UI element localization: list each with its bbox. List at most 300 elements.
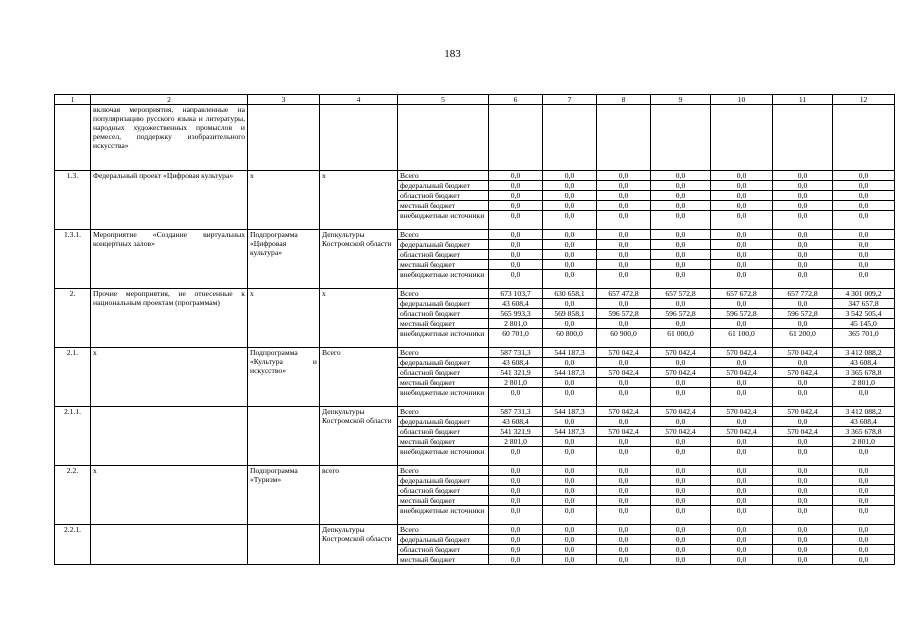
amount-cell: 570 042,4 — [597, 427, 651, 437]
row-number: 2.1. — [55, 348, 91, 407]
funding-source: местный бюджет — [398, 555, 489, 565]
amount-cell: 0,0 — [651, 466, 711, 476]
amount-cell: 570 042,4 — [597, 368, 651, 378]
amount-cell: 596 572,8 — [651, 309, 711, 319]
amount-cell: 0,0 — [543, 417, 597, 427]
funding-source: областной бюджет — [398, 427, 489, 437]
amount-cell: 570 042,4 — [597, 348, 651, 358]
amount-cell: 0,0 — [773, 506, 833, 525]
amount-cell: 0,0 — [543, 201, 597, 211]
amount-cell: 0,0 — [597, 466, 651, 476]
amount-cell: 570 042,4 — [597, 407, 651, 417]
amount-cell: 0,0 — [489, 545, 543, 555]
amount-cell: 0,0 — [597, 319, 651, 329]
amount-cell: 0,0 — [651, 486, 711, 496]
amount-cell: 0,0 — [711, 525, 773, 535]
measure-description — [91, 407, 248, 466]
amount-cell: 0,0 — [833, 506, 895, 525]
amount-cell: 0,0 — [543, 240, 597, 250]
funding-source: федеральный бюджет — [398, 240, 489, 250]
amount-cell: 0,0 — [833, 171, 895, 181]
amount-cell: 2 801,0 — [489, 437, 543, 447]
amount-cell: 0,0 — [833, 545, 895, 555]
funding-source: Всего — [398, 466, 489, 476]
amount-cell: 0,0 — [597, 476, 651, 486]
program-cell: Подпрограмма «Культура и искусство» — [248, 348, 320, 407]
amount-cell: 0,0 — [597, 201, 651, 211]
amount-cell: 570 042,4 — [651, 348, 711, 358]
amount-cell: 565 993,3 — [489, 309, 543, 319]
header-cell: 10 — [711, 95, 773, 105]
amount-cell: 0,0 — [773, 378, 833, 388]
amount-cell: 0,0 — [773, 181, 833, 191]
amount-cell: 0,0 — [773, 417, 833, 427]
amount-cell: 0,0 — [597, 506, 651, 525]
amount-cell: 657 672,8 — [711, 289, 773, 299]
amount-cell: 0,0 — [773, 525, 833, 535]
amount-cell: 3 542 505,4 — [833, 309, 895, 319]
amount-cell: 0,0 — [543, 270, 597, 289]
amount-cell: 544 187,3 — [543, 368, 597, 378]
amount-cell: 0,0 — [543, 486, 597, 496]
amount-cell: 0,0 — [711, 260, 773, 270]
table-row — [55, 289, 895, 299]
table-body — [55, 95, 895, 565]
amount-cell: 61 000,0 — [651, 329, 711, 348]
amount-cell: 0,0 — [773, 250, 833, 260]
amount-cell: 0,0 — [651, 496, 711, 506]
amount-cell: 0,0 — [833, 525, 895, 535]
amount-cell: 0,0 — [773, 358, 833, 368]
header-cell: 3 — [248, 95, 320, 105]
header-cell: 6 — [489, 95, 543, 105]
amount-cell: 657 572,8 — [651, 289, 711, 299]
amount-cell: 0,0 — [833, 201, 895, 211]
amount-cell: 0,0 — [773, 319, 833, 329]
amount-cell: 0,0 — [651, 545, 711, 555]
funding-source: Всего — [398, 348, 489, 358]
measure-description: Федеральный проект «Цифровая культура» — [91, 171, 248, 230]
amount-cell: 570 042,4 — [651, 368, 711, 378]
funding-source: внебюджетные источники — [398, 211, 489, 230]
amount-cell: 0,0 — [489, 388, 543, 407]
amount-cell: 0,0 — [489, 525, 543, 535]
amount-cell: 0,0 — [651, 270, 711, 289]
amount-cell: 0,0 — [597, 191, 651, 201]
amount-cell: 0,0 — [651, 181, 711, 191]
table-row — [55, 407, 895, 417]
measure-description: Прочие мероприятия, не отнесенные к национальным проектам (программам) — [91, 289, 248, 348]
amount-cell: 0,0 — [543, 437, 597, 447]
amount-cell: 3 412 088,2 — [833, 407, 895, 417]
amount-cell: 0,0 — [597, 555, 651, 565]
funding-source: Всего — [398, 289, 489, 299]
amount-cell: 0,0 — [651, 378, 711, 388]
amount-cell: 0,0 — [543, 299, 597, 309]
amount-cell: 61 100,0 — [711, 329, 773, 348]
measure-description: х — [91, 466, 248, 525]
amount-cell: 0,0 — [711, 535, 773, 545]
amount-cell: 0,0 — [833, 486, 895, 496]
empty-cell — [651, 105, 711, 171]
amount-cell: 0,0 — [711, 417, 773, 427]
amount-cell: 0,0 — [711, 250, 773, 260]
amount-cell: 0,0 — [543, 506, 597, 525]
amount-cell: 0,0 — [833, 496, 895, 506]
amount-cell: 0,0 — [543, 555, 597, 565]
funding-source: Всего — [398, 525, 489, 535]
funding-source: местный бюджет — [398, 260, 489, 270]
amount-cell: 0,0 — [833, 260, 895, 270]
amount-cell: 0,0 — [597, 545, 651, 555]
amount-cell: 596 572,8 — [773, 309, 833, 319]
funding-source: внебюджетные источники — [398, 329, 489, 348]
amount-cell: 0,0 — [597, 378, 651, 388]
amount-cell: 0,0 — [711, 299, 773, 309]
amount-cell: 0,0 — [833, 388, 895, 407]
row-number: 2.2. — [55, 466, 91, 525]
amount-cell: 0,0 — [711, 545, 773, 555]
amount-cell: 0,0 — [711, 496, 773, 506]
amount-cell: 0,0 — [773, 545, 833, 555]
empty-cell — [320, 105, 398, 171]
amount-cell: 0,0 — [711, 437, 773, 447]
amount-cell: 0,0 — [651, 525, 711, 535]
amount-cell: 0,0 — [489, 211, 543, 230]
amount-cell: 0,0 — [773, 171, 833, 181]
amount-cell: 0,0 — [489, 191, 543, 201]
amount-cell: 0,0 — [489, 555, 543, 565]
funding-source: областной бюджет — [398, 250, 489, 260]
amount-cell: 0,0 — [489, 496, 543, 506]
empty-cell — [489, 105, 543, 171]
amount-cell: 0,0 — [597, 447, 651, 466]
table-row — [55, 171, 895, 181]
amount-cell: 0,0 — [489, 201, 543, 211]
amount-cell: 0,0 — [833, 535, 895, 545]
amount-cell: 0,0 — [651, 211, 711, 230]
amount-cell: 544 187,3 — [543, 348, 597, 358]
amount-cell: 0,0 — [773, 486, 833, 496]
amount-cell: 544 187,3 — [543, 407, 597, 417]
amount-cell: 0,0 — [651, 506, 711, 525]
header-cell: 1 — [55, 95, 91, 105]
table-row — [55, 525, 895, 535]
amount-cell: 0,0 — [711, 270, 773, 289]
amount-cell: 0,0 — [543, 358, 597, 368]
amount-cell: 0,0 — [711, 358, 773, 368]
amount-cell: 0,0 — [543, 535, 597, 545]
amount-cell: 0,0 — [543, 191, 597, 201]
amount-cell: 0,0 — [597, 388, 651, 407]
amount-cell: 0,0 — [833, 466, 895, 476]
amount-cell: 0,0 — [711, 388, 773, 407]
amount-cell: 61 200,0 — [773, 329, 833, 348]
amount-cell: 0,0 — [711, 181, 773, 191]
header-cell: 11 — [773, 95, 833, 105]
amount-cell: 0,0 — [543, 171, 597, 181]
amount-cell: 570 042,4 — [773, 407, 833, 417]
amount-cell: 596 572,8 — [597, 309, 651, 319]
executor-cell: Всего — [320, 348, 398, 407]
row-number: 2.1.1. — [55, 407, 91, 466]
amount-cell: 0,0 — [773, 447, 833, 466]
executor-cell: всего — [320, 466, 398, 525]
amount-cell: 0,0 — [773, 437, 833, 447]
amount-cell: 570 042,4 — [711, 407, 773, 417]
amount-cell: 570 042,4 — [651, 427, 711, 437]
amount-cell: 0,0 — [543, 388, 597, 407]
amount-cell: 3 365 678,8 — [833, 368, 895, 378]
amount-cell: 0,0 — [651, 535, 711, 545]
amount-cell: 0,0 — [597, 270, 651, 289]
amount-cell: 0,0 — [489, 171, 543, 181]
amount-cell: 0,0 — [833, 270, 895, 289]
amount-cell: 0,0 — [597, 437, 651, 447]
amount-cell: 0,0 — [651, 230, 711, 240]
amount-cell: 0,0 — [711, 378, 773, 388]
measure-description: Мероприятие «Создание виртуальных концертных залов» — [91, 230, 248, 289]
amount-cell: 0,0 — [711, 191, 773, 201]
program-cell: х — [248, 171, 320, 230]
amount-cell: 0,0 — [543, 496, 597, 506]
amount-cell: 0,0 — [489, 506, 543, 525]
amount-cell: 0,0 — [711, 211, 773, 230]
amount-cell: 0,0 — [651, 476, 711, 486]
amount-cell: 0,0 — [543, 476, 597, 486]
amount-cell: 0,0 — [543, 525, 597, 535]
page-number: 183 — [444, 48, 461, 60]
amount-cell: 0,0 — [597, 260, 651, 270]
funding-source: областной бюджет — [398, 309, 489, 319]
header-cell: 12 — [833, 95, 895, 105]
amount-cell: 3 412 088,2 — [833, 348, 895, 358]
amount-cell: 0,0 — [773, 240, 833, 250]
program-cell: х — [248, 289, 320, 348]
amount-cell: 2 801,0 — [489, 319, 543, 329]
amount-cell: 0,0 — [833, 240, 895, 250]
header-cell: 4 — [320, 95, 398, 105]
amount-cell: 0,0 — [543, 466, 597, 476]
empty-cell — [248, 105, 320, 171]
amount-cell: 60 800,0 — [543, 329, 597, 348]
amount-cell: 0,0 — [651, 358, 711, 368]
amount-cell: 541 321,9 — [489, 427, 543, 437]
amount-cell: 0,0 — [489, 447, 543, 466]
amount-cell: 0,0 — [489, 476, 543, 486]
amount-cell: 570 042,4 — [711, 427, 773, 437]
amount-cell: 45 145,0 — [833, 319, 895, 329]
amount-cell: 0,0 — [597, 211, 651, 230]
amount-cell: 0,0 — [711, 447, 773, 466]
amount-cell: 0,0 — [833, 250, 895, 260]
amount-cell: 0,0 — [651, 171, 711, 181]
amount-cell: 0,0 — [651, 240, 711, 250]
amount-cell: 347 657,8 — [833, 299, 895, 309]
amount-cell: 0,0 — [773, 299, 833, 309]
program-cell — [248, 525, 320, 565]
amount-cell: 673 103,7 — [489, 289, 543, 299]
amount-cell: 0,0 — [651, 447, 711, 466]
amount-cell: 0,0 — [711, 476, 773, 486]
amount-cell: 0,0 — [773, 260, 833, 270]
executor-cell: Депкультуры Костромской области — [320, 230, 398, 289]
amount-cell: 0,0 — [597, 240, 651, 250]
amount-cell: 0,0 — [651, 191, 711, 201]
empty-cell — [773, 105, 833, 171]
amount-cell: 0,0 — [489, 250, 543, 260]
amount-cell: 0,0 — [651, 250, 711, 260]
amount-cell: 0,0 — [711, 506, 773, 525]
amount-cell: 3 365 678,8 — [833, 427, 895, 437]
continuation-description: включая мероприятия, направленные на популяризацию русского языка и литературы, народных художественных промыслов и ремесел, поддержку изобразительного искусства» — [91, 105, 248, 171]
amount-cell: 43 608,4 — [489, 358, 543, 368]
header-cell: 8 — [597, 95, 651, 105]
amount-cell: 0,0 — [833, 447, 895, 466]
amount-cell: 0,0 — [597, 230, 651, 240]
amount-cell: 0,0 — [489, 466, 543, 476]
amount-cell: 0,0 — [651, 555, 711, 565]
amount-cell: 0,0 — [597, 486, 651, 496]
amount-cell: 0,0 — [543, 181, 597, 191]
amount-cell: 0,0 — [711, 230, 773, 240]
funding-source: областной бюджет — [398, 545, 489, 555]
amount-cell: 43 608,4 — [833, 358, 895, 368]
funding-source: Всего — [398, 407, 489, 417]
amount-cell: 0,0 — [597, 181, 651, 191]
funding-source: федеральный бюджет — [398, 181, 489, 191]
amount-cell: 2 801,0 — [833, 378, 895, 388]
amount-cell: 0,0 — [543, 211, 597, 230]
amount-cell: 0,0 — [773, 476, 833, 486]
amount-cell: 0,0 — [597, 535, 651, 545]
amount-cell: 0,0 — [543, 319, 597, 329]
row-number: 1.3. — [55, 171, 91, 230]
amount-cell: 0,0 — [651, 299, 711, 309]
amount-cell: 0,0 — [773, 211, 833, 230]
amount-cell: 587 731,3 — [489, 407, 543, 417]
funding-source: внебюджетные источники — [398, 506, 489, 525]
amount-cell: 43 608,4 — [489, 299, 543, 309]
program-cell: Подпрограмма «Цифровая культура» — [248, 230, 320, 289]
table-row — [55, 348, 895, 358]
amount-cell: 0,0 — [543, 260, 597, 270]
amount-cell: 0,0 — [489, 230, 543, 240]
amount-cell: 0,0 — [489, 260, 543, 270]
program-cell: Подпрограмма «Туризм» — [248, 466, 320, 525]
amount-cell: 587 731,3 — [489, 348, 543, 358]
amount-cell: 0,0 — [711, 319, 773, 329]
row-number: 1.3.1. — [55, 230, 91, 289]
budget-table — [54, 94, 895, 565]
amount-cell: 570 042,4 — [711, 368, 773, 378]
funding-source: федеральный бюджет — [398, 299, 489, 309]
amount-cell: 0,0 — [711, 466, 773, 476]
funding-source: областной бюджет — [398, 191, 489, 201]
amount-cell: 0,0 — [489, 535, 543, 545]
continuation-row — [55, 105, 895, 171]
amount-cell: 570 042,4 — [651, 407, 711, 417]
executor-cell: х — [320, 171, 398, 230]
amount-cell: 0,0 — [773, 201, 833, 211]
funding-source: местный бюджет — [398, 437, 489, 447]
amount-cell: 0,0 — [597, 250, 651, 260]
amount-cell: 0,0 — [651, 388, 711, 407]
amount-cell: 0,0 — [489, 181, 543, 191]
funding-source: федеральный бюджет — [398, 476, 489, 486]
funding-source: местный бюджет — [398, 201, 489, 211]
amount-cell: 0,0 — [773, 191, 833, 201]
amount-cell: 570 042,4 — [773, 368, 833, 378]
amount-cell: 60 701,0 — [489, 329, 543, 348]
amount-cell: 541 321,9 — [489, 368, 543, 378]
header-cell: 2 — [91, 95, 248, 105]
amount-cell: 0,0 — [773, 535, 833, 545]
amount-cell: 569 858,1 — [543, 309, 597, 319]
amount-cell: 0,0 — [489, 240, 543, 250]
amount-cell: 0,0 — [773, 270, 833, 289]
funding-source: местный бюджет — [398, 319, 489, 329]
amount-cell: 0,0 — [773, 230, 833, 240]
executor-cell: Депкультуры Костромской области — [320, 525, 398, 565]
funding-source: федеральный бюджет — [398, 358, 489, 368]
continuation-num — [55, 105, 91, 171]
amount-cell: 544 187,3 — [543, 427, 597, 437]
amount-cell: 0,0 — [833, 181, 895, 191]
empty-cell — [597, 105, 651, 171]
funding-source: федеральный бюджет — [398, 535, 489, 545]
amount-cell: 0,0 — [833, 211, 895, 230]
amount-cell: 0,0 — [833, 230, 895, 240]
funding-source: областной бюджет — [398, 486, 489, 496]
amount-cell: 0,0 — [651, 319, 711, 329]
funding-source: Всего — [398, 230, 489, 240]
amount-cell: 0,0 — [711, 555, 773, 565]
amount-cell: 0,0 — [597, 525, 651, 535]
amount-cell: 0,0 — [543, 545, 597, 555]
funding-source: внебюджетные источники — [398, 270, 489, 289]
amount-cell: 0,0 — [833, 191, 895, 201]
amount-cell: 0,0 — [651, 417, 711, 427]
amount-cell: 2 801,0 — [833, 437, 895, 447]
amount-cell: 0,0 — [651, 201, 711, 211]
amount-cell: 570 042,4 — [773, 348, 833, 358]
row-number: 2. — [55, 289, 91, 348]
program-cell — [248, 407, 320, 466]
header-row — [55, 95, 895, 105]
empty-cell — [398, 105, 489, 171]
amount-cell: 0,0 — [651, 437, 711, 447]
amount-cell: 0,0 — [711, 201, 773, 211]
measure-description: х — [91, 348, 248, 407]
funding-source: Всего — [398, 171, 489, 181]
amount-cell: 657 772,8 — [773, 289, 833, 299]
amount-cell: 0,0 — [597, 171, 651, 181]
amount-cell: 0,0 — [773, 388, 833, 407]
amount-cell: 0,0 — [597, 299, 651, 309]
empty-cell — [711, 105, 773, 171]
executor-cell: Депкультуры Костромской области — [320, 407, 398, 466]
amount-cell: 570 042,4 — [773, 427, 833, 437]
amount-cell: 0,0 — [651, 260, 711, 270]
amount-cell: 0,0 — [489, 270, 543, 289]
amount-cell: 630 658,1 — [543, 289, 597, 299]
funding-source: местный бюджет — [398, 378, 489, 388]
table-row — [55, 230, 895, 240]
amount-cell: 0,0 — [597, 417, 651, 427]
amount-cell: 365 701,0 — [833, 329, 895, 348]
row-number: 2.2.1. — [55, 525, 91, 565]
